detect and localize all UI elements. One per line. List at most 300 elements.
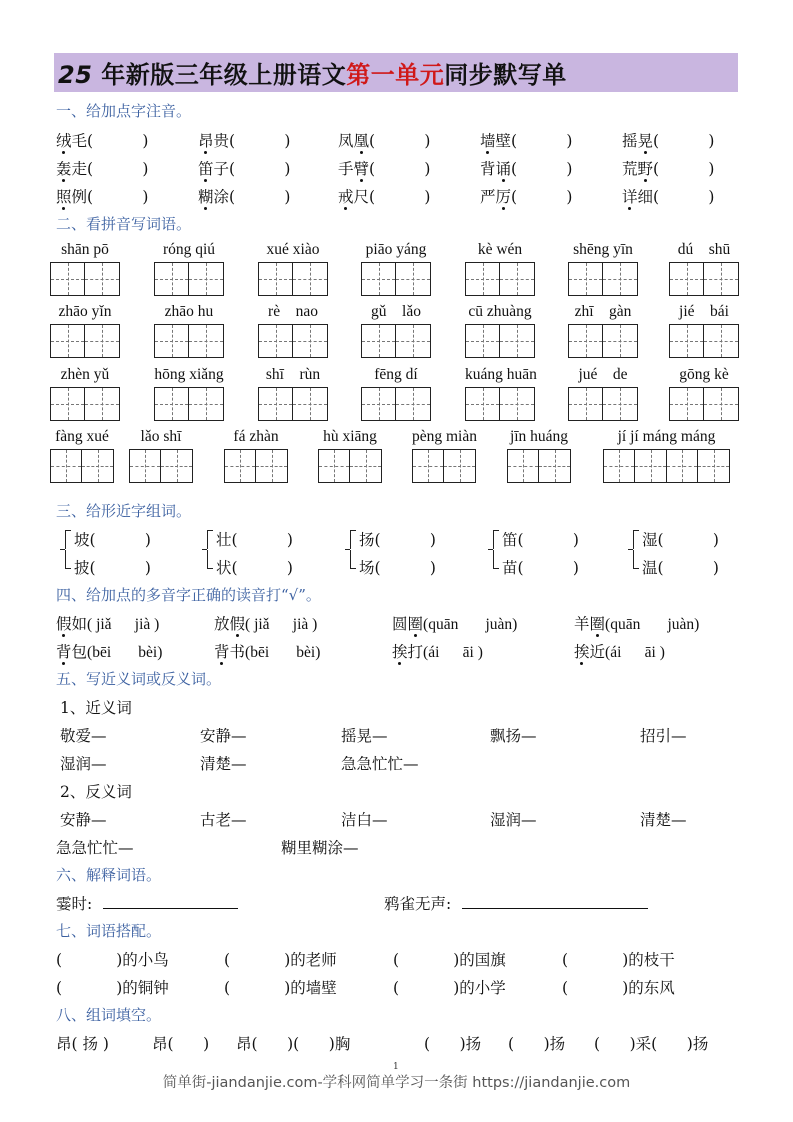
tian-zi-square[interactable] [161, 450, 192, 482]
word-char: 臂 [354, 157, 370, 179]
tian-zi-square[interactable] [155, 263, 189, 295]
writing-grid[interactable] [603, 449, 730, 483]
phonetic-item [198, 185, 290, 207]
tian-zi-square[interactable] [319, 450, 350, 482]
word-pair-item[interactable]: 清楚— [200, 755, 247, 773]
answer-blank[interactable]: ( ) [369, 132, 431, 150]
writing-grid[interactable] [361, 262, 431, 296]
word-pair-item[interactable]: 糊里糊涂— [281, 839, 359, 857]
tian-zi-square[interactable] [293, 325, 327, 357]
word-pair-item[interactable]: 古老— [200, 811, 247, 829]
writing-grid[interactable] [318, 449, 382, 483]
antonyms-label: 2、反义词 [60, 783, 132, 801]
writing-grid[interactable] [258, 262, 328, 296]
fill-word-item[interactable]: ( )扬 [508, 1035, 566, 1053]
writing-grid[interactable] [361, 387, 431, 421]
word-char: 例 [71, 188, 88, 206]
pinyin-options[interactable]: (quān juàn) [423, 616, 518, 633]
word-pair-item[interactable]: 安静— [60, 811, 107, 829]
writing-grid[interactable] [154, 324, 224, 358]
pinyin-options[interactable]: (bēi bèi) [245, 644, 321, 661]
word-char: 走 [71, 160, 88, 178]
word-char: 手 [338, 160, 354, 178]
collocation-word: 的小鸟 [122, 951, 169, 969]
pinyin-options[interactable]: ( jiǎ jià ) [245, 616, 318, 633]
pinyin-label: piāo yáng [365, 241, 427, 258]
tian-zi-square[interactable] [635, 450, 666, 482]
answer-blank[interactable]: ( ) [511, 188, 573, 206]
pinyin-label: pèng miàn [412, 428, 477, 445]
tian-zi-square[interactable] [604, 450, 635, 482]
pinyin-label: gōng kè [679, 366, 729, 383]
writing-grid[interactable] [258, 387, 328, 421]
answer-blank[interactable]: ( ) [511, 132, 573, 150]
answer-line-1[interactable] [103, 894, 238, 909]
answer-blank[interactable]: ( ) [369, 188, 431, 206]
collocation-word: 的铜钟 [122, 979, 169, 997]
word-pair-item[interactable]: 急急忙忙— [341, 755, 419, 773]
tian-zi-square[interactable] [569, 263, 603, 295]
word-pair-item[interactable]: 湿润— [60, 755, 107, 773]
word-pair-item[interactable]: 洁白— [341, 811, 388, 829]
polyphone-item [392, 612, 517, 634]
char: 笛 [502, 531, 518, 549]
tian-zi-square[interactable] [508, 450, 539, 482]
phonetic-item [56, 129, 148, 151]
tian-zi-square[interactable] [362, 325, 396, 357]
tian-zi-square[interactable] [259, 263, 293, 295]
phonetic-item [480, 129, 572, 151]
collocation-word: 的墙壁 [290, 979, 337, 997]
tian-zi-square[interactable] [396, 263, 430, 295]
pinyin-label: rè nao [268, 303, 318, 320]
word-char: 晃 [638, 129, 654, 151]
answer-blank[interactable]: ( ) [511, 160, 573, 178]
word-char: 绒 [56, 129, 72, 151]
answer-blank[interactable]: ( ) [229, 132, 291, 150]
word-char: 包 [71, 643, 88, 661]
word-char: 放 [214, 615, 230, 633]
collocation-item [56, 976, 169, 998]
writing-grid[interactable] [465, 262, 535, 296]
writing-grid[interactable] [50, 387, 120, 421]
pinyin-label: jí jí máng máng [617, 428, 716, 445]
similar-char-item [216, 528, 293, 550]
word-char: 墙 [480, 129, 496, 151]
page-title [58, 55, 567, 90]
phonetic-item [480, 157, 572, 179]
char: 苗 [502, 559, 518, 577]
similar-char-item [642, 528, 719, 550]
writing-grid[interactable] [507, 449, 571, 483]
collocation-item [224, 976, 337, 998]
word-char: 戒 [338, 185, 354, 207]
tian-zi-square[interactable] [85, 388, 119, 420]
similar-char-item [216, 556, 293, 578]
tian-zi-square[interactable] [82, 450, 113, 482]
pinyin-label: xué xiào [266, 241, 320, 258]
writing-grid[interactable] [568, 387, 638, 421]
pinyin-label: hù xiāng [323, 428, 377, 445]
define-item-1 [56, 892, 238, 914]
answer-blank[interactable]: ( ) [653, 132, 715, 150]
tian-zi-square[interactable] [569, 388, 603, 420]
writing-grid[interactable] [258, 324, 328, 358]
similar-char-item [502, 556, 579, 578]
word-pair-item[interactable]: 湿润— [490, 811, 537, 829]
answer-blank[interactable]: ( ) [87, 188, 149, 206]
tian-zi-square[interactable] [603, 388, 637, 420]
word-char: 羊 [574, 615, 590, 633]
answer-blank[interactable]: ( ) [653, 160, 715, 178]
brace-icon [60, 530, 70, 568]
answer-blank[interactable]: ( ) [224, 951, 291, 969]
word-char: 书 [229, 643, 246, 661]
pinyin-label: jué de [578, 366, 628, 383]
tian-zi-square[interactable] [51, 263, 85, 295]
answer-blank[interactable]: ( ) [393, 951, 460, 969]
collocation-item [562, 948, 675, 970]
char: 坡 [74, 531, 90, 549]
section-1-heading: 一、给加点字注音。 [56, 102, 192, 120]
tian-zi-square[interactable] [603, 263, 637, 295]
collocation-word: 的枝干 [628, 951, 675, 969]
similar-char-item [359, 528, 436, 550]
word-char: 挨 [574, 640, 590, 662]
word-char: 凰 [354, 129, 370, 151]
pinyin-label: shēng yīn [573, 241, 633, 258]
title-prefix: 年新版三年级上册语文 [92, 61, 347, 89]
tian-zi-square[interactable] [396, 388, 430, 420]
word-char: 细 [637, 188, 654, 206]
pinyin-label: zhèn yǔ [60, 366, 110, 383]
section-8-heading: 八、组词填空。 [56, 1006, 162, 1024]
pinyin-label: kè wén [477, 241, 523, 258]
pinyin-label: zhāo hu [164, 303, 214, 320]
tian-zi-square[interactable] [189, 388, 223, 420]
tian-zi-square[interactable] [444, 450, 475, 482]
fill-word-item[interactable]: 昂( )( )胸 [236, 1035, 351, 1053]
answer-blank[interactable]: ( ) [657, 531, 719, 549]
collocation-item [56, 948, 169, 970]
define-item-2 [384, 892, 648, 914]
pinyin-label: gǔ lǎo [371, 303, 421, 320]
footer-watermark: 简单街-jiandanjie.com-学科网简单学习一条街 https://jiandanjie.com [162, 1075, 631, 1091]
word-char: 轰 [56, 157, 72, 179]
word-char: 壁 [495, 132, 512, 150]
collocation-item [393, 976, 506, 998]
pinyin-label: shān pō [61, 241, 109, 258]
tian-zi-square[interactable] [189, 325, 223, 357]
answer-blank[interactable]: ( ) [224, 979, 291, 997]
phonetic-item [198, 129, 290, 151]
char: 湿 [642, 531, 658, 549]
word-char: 如 [71, 615, 88, 633]
word-char: 挨 [392, 640, 408, 662]
char: 壮 [216, 531, 232, 549]
pinyin-options[interactable]: (bēi bèi) [87, 644, 163, 661]
tian-zi-square[interactable] [667, 450, 698, 482]
tian-zi-square[interactable] [259, 325, 293, 357]
section-6-heading: 六、解释词语。 [56, 866, 162, 884]
similar-char-item [359, 556, 436, 578]
answer-blank[interactable]: ( ) [374, 531, 436, 549]
writing-grid[interactable] [568, 262, 638, 296]
section-5-heading: 五、写近义词或反义词。 [56, 670, 222, 688]
tian-zi-square[interactable] [500, 263, 534, 295]
writing-grid[interactable] [412, 449, 476, 483]
phonetic-item [338, 185, 430, 207]
writing-grid[interactable] [568, 324, 638, 358]
define-word-1: 霎时: [56, 895, 93, 913]
word-char: 摇 [622, 132, 638, 150]
answer-blank[interactable]: ( ) [89, 531, 151, 549]
tian-zi-square[interactable] [51, 325, 85, 357]
writing-grid[interactable] [669, 324, 739, 358]
pinyin-label: shī rùn [265, 366, 321, 383]
tian-zi-square[interactable] [396, 325, 430, 357]
answer-blank[interactable]: ( ) [562, 951, 629, 969]
word-char: 尺 [353, 188, 370, 206]
pinyin-label: lǎo shī [140, 428, 182, 445]
section-7-heading: 七、词语搭配。 [56, 922, 162, 940]
tian-zi-square[interactable] [51, 388, 85, 420]
phonetic-item [56, 157, 148, 179]
word-char: 详 [622, 185, 638, 207]
title-banner [54, 53, 738, 92]
fill-word-item[interactable]: 昂( 扬 ) [56, 1035, 109, 1053]
answer-blank[interactable]: ( ) [657, 559, 719, 577]
writing-grid[interactable] [224, 449, 288, 483]
word-char: 背 [214, 640, 230, 662]
tian-zi-square[interactable] [704, 388, 738, 420]
word-pair-item[interactable]: 招引— [640, 727, 687, 745]
word-char: 圆 [392, 615, 408, 633]
fill-word-item[interactable]: ( )扬 [424, 1035, 482, 1053]
polyphone-item [392, 640, 483, 662]
similar-char-item [74, 556, 151, 578]
writing-grid[interactable] [669, 387, 739, 421]
pinyin-label: fá zhàn [233, 428, 279, 445]
answer-blank[interactable]: ( ) [87, 160, 149, 178]
phonetic-item [56, 185, 148, 207]
similar-char-item [502, 528, 579, 550]
word-char: 圈 [408, 612, 424, 634]
pinyin-label: hōng xiǎng [154, 366, 224, 383]
pinyin-label: fàng xué [55, 428, 109, 445]
word-char: 贵 [213, 132, 230, 150]
answer-blank[interactable]: ( ) [231, 531, 293, 549]
page-number: 1 [393, 1062, 399, 1072]
tian-zi-square[interactable] [259, 388, 293, 420]
writing-grid[interactable] [154, 387, 224, 421]
writing-grid[interactable] [669, 262, 739, 296]
pinyin-label: cū zhuàng [468, 303, 532, 320]
tian-zi-square[interactable] [362, 388, 396, 420]
answer-blank[interactable]: ( ) [517, 559, 579, 577]
tian-zi-square[interactable] [670, 263, 704, 295]
pinyin-label: zhī gàn [574, 303, 632, 320]
collocation-item [224, 948, 337, 970]
word-char: 糊 [198, 185, 214, 207]
section-2-heading: 二、看拼音写词语。 [56, 215, 192, 233]
word-char: 背 [56, 640, 72, 662]
word-pair-item[interactable]: 敬爱— [60, 727, 107, 745]
tian-zi-square[interactable] [155, 325, 189, 357]
word-char: 打 [407, 643, 424, 661]
answer-blank[interactable]: ( ) [393, 979, 460, 997]
define-word-2: 鸦雀无声: [384, 895, 452, 913]
answer-blank[interactable]: ( ) [229, 160, 291, 178]
similar-char-item [642, 556, 719, 578]
brace-icon [202, 530, 212, 568]
word-char: 昂 [198, 129, 214, 151]
tian-zi-square[interactable] [603, 325, 637, 357]
word-pair-item[interactable]: 摇晃— [341, 727, 388, 745]
polyphone-item [214, 612, 317, 634]
pinyin-options[interactable]: (ái āi ) [605, 644, 665, 661]
tian-zi-square[interactable] [85, 325, 119, 357]
answer-blank[interactable]: ( ) [369, 160, 431, 178]
polyphone-item [574, 640, 665, 662]
tian-zi-square[interactable] [362, 263, 396, 295]
tian-zi-square[interactable] [698, 450, 729, 482]
phonetic-item [480, 185, 572, 207]
tian-zi-square[interactable] [155, 388, 189, 420]
word-char: 涂 [213, 188, 230, 206]
answer-blank[interactable]: ( ) [87, 132, 149, 150]
tian-zi-square[interactable] [350, 450, 381, 482]
similar-char-item [74, 528, 151, 550]
phonetic-item [622, 185, 714, 207]
tian-zi-square[interactable] [51, 450, 82, 482]
polyphone-item [214, 640, 320, 662]
char: 场 [359, 559, 375, 577]
tian-zi-square[interactable] [225, 450, 256, 482]
word-char: 圈 [590, 612, 606, 634]
pinyin-label: jié bái [679, 303, 729, 320]
word-pair-item[interactable]: 清楚— [640, 811, 687, 829]
collocation-item [562, 976, 675, 998]
tian-zi-square[interactable] [466, 388, 500, 420]
word-char: 背 [480, 160, 496, 178]
writing-grid[interactable] [50, 262, 120, 296]
answer-blank[interactable]: ( ) [229, 188, 291, 206]
writing-grid[interactable] [465, 324, 535, 358]
word-char: 野 [638, 157, 654, 179]
fill-word-item[interactable]: ( )采( )扬 [594, 1035, 709, 1053]
writing-grid[interactable] [361, 324, 431, 358]
pinyin-label: fēng dí [374, 366, 418, 383]
collocation-item [393, 948, 506, 970]
collocation-word: 的东风 [628, 979, 675, 997]
tian-zi-square[interactable] [704, 263, 738, 295]
word-char: 假 [56, 612, 72, 634]
tian-zi-square[interactable] [189, 263, 223, 295]
word-char: 严 [480, 188, 496, 206]
fill-word-item[interactable]: 昂( ) [152, 1035, 210, 1053]
writing-grid[interactable] [465, 387, 535, 421]
tian-zi-square[interactable] [293, 263, 327, 295]
tian-zi-square[interactable] [293, 388, 327, 420]
answer-blank[interactable]: ( ) [56, 951, 123, 969]
collocation-word: 的老师 [290, 951, 337, 969]
brace-icon [628, 530, 638, 568]
brace-icon [345, 530, 355, 568]
answer-blank[interactable]: ( ) [562, 979, 629, 997]
tian-zi-square[interactable] [466, 325, 500, 357]
collocation-word: 的小学 [459, 979, 506, 997]
pinyin-options[interactable]: (ái āi ) [423, 644, 483, 661]
pinyin-label: róng qiú [162, 241, 216, 258]
tian-zi-square[interactable] [704, 325, 738, 357]
answer-blank[interactable]: ( ) [56, 979, 123, 997]
tian-zi-square[interactable] [670, 388, 704, 420]
answer-blank[interactable]: ( ) [231, 559, 293, 577]
word-pair-item[interactable]: 安静— [200, 727, 247, 745]
tian-zi-square[interactable] [130, 450, 161, 482]
phonetic-item [622, 157, 714, 179]
pinyin-options[interactable]: (quān juàn) [605, 616, 700, 633]
pinyin-label: zhāo yǐn [58, 303, 112, 320]
word-char: 诵 [496, 157, 512, 179]
collocation-word: 的国旗 [459, 951, 506, 969]
writing-grid[interactable] [129, 449, 193, 483]
pinyin-options[interactable]: ( jiǎ jià ) [87, 616, 160, 633]
tian-zi-square[interactable] [670, 325, 704, 357]
word-char: 毛 [71, 132, 88, 150]
pinyin-label: jīn huáng [509, 428, 569, 445]
char: 温 [642, 559, 658, 577]
tian-zi-square[interactable] [500, 388, 534, 420]
word-char: 近 [589, 643, 606, 661]
writing-grid[interactable] [154, 262, 224, 296]
answer-blank[interactable]: ( ) [517, 531, 579, 549]
answer-line-2[interactable] [462, 894, 648, 909]
tian-zi-square[interactable] [539, 450, 570, 482]
answer-blank[interactable]: ( ) [89, 559, 151, 577]
word-char: 假 [230, 612, 246, 634]
answer-blank[interactable]: ( ) [653, 188, 715, 206]
polyphone-item [574, 612, 699, 634]
word-char: 笛 [198, 157, 214, 179]
tian-zi-square[interactable] [85, 263, 119, 295]
brace-icon [488, 530, 498, 568]
title-year: 25 [58, 61, 93, 89]
section-4-heading: 四、给加点的多音字正确的读音打“√”。 [56, 586, 321, 604]
writing-grid[interactable] [50, 449, 114, 483]
section-3-heading: 三、给形近字组词。 [56, 502, 192, 520]
phonetic-item [338, 129, 430, 151]
tian-zi-square[interactable] [466, 263, 500, 295]
writing-grid[interactable] [50, 324, 120, 358]
word-char: 照 [56, 185, 72, 207]
word-char: 子 [213, 160, 230, 178]
tian-zi-square[interactable] [413, 450, 444, 482]
tian-zi-square[interactable] [256, 450, 287, 482]
answer-blank[interactable]: ( ) [374, 559, 436, 577]
polyphone-item [56, 640, 162, 662]
word-pair-item[interactable]: 飘扬— [490, 727, 537, 745]
title-suffix: 同步默写单 [444, 61, 567, 89]
word-char: 厉 [496, 185, 512, 207]
tian-zi-square[interactable] [500, 325, 534, 357]
phonetic-item [622, 129, 714, 151]
word-pair-item[interactable]: 急急忙忙— [56, 839, 134, 857]
tian-zi-square[interactable] [569, 325, 603, 357]
char: 披 [74, 559, 90, 577]
pinyin-label: kuáng huān [465, 366, 537, 383]
